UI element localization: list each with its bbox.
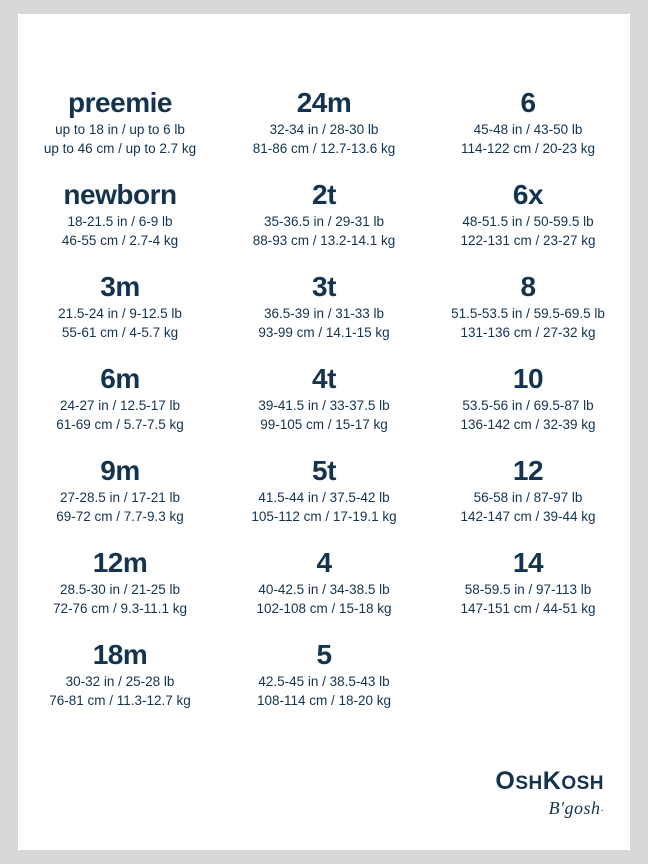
size-entry	[222, 178, 426, 270]
size-entry	[222, 86, 426, 178]
size-metric: 108-114 cm / 18-20 kg	[256, 693, 392, 708]
size-imperial: 58-59.5 in / 97-113 lb	[464, 582, 592, 597]
size-metric: 69-72 cm / 7.7-9.3 kg	[56, 509, 184, 524]
size-imperial: 28.5-30 in / 21-25 lb	[59, 582, 181, 597]
size-metric: 122-131 cm / 23-27 kg	[460, 233, 596, 248]
size-imperial: 41.5-44 in / 37.5-42 lb	[258, 490, 390, 505]
size-entry	[426, 178, 630, 270]
size-metric: 99-105 cm / 15-17 kg	[260, 417, 388, 432]
size-label: 8	[520, 271, 536, 302]
size-entry	[222, 638, 426, 730]
size-label: preemie	[68, 87, 172, 118]
size-label: 6x	[512, 179, 544, 210]
size-imperial: 30-32 in / 25-28 lb	[65, 674, 175, 689]
size-entry	[18, 362, 222, 454]
size-imperial: 45-48 in / 43-50 lb	[473, 122, 583, 137]
size-column-2	[222, 86, 426, 730]
size-column-3	[426, 86, 630, 730]
size-imperial: 35-36.5 in / 29-31 lb	[263, 214, 385, 229]
size-entry	[426, 546, 630, 638]
size-label: 5t	[312, 455, 336, 486]
size-imperial: 56-58 in / 87-97 lb	[473, 490, 583, 505]
size-metric: 142-147 cm / 39-44 kg	[460, 509, 596, 524]
size-chart-grid	[18, 86, 630, 730]
size-metric: 72-76 cm / 9.3-11.1 kg	[52, 601, 188, 616]
size-label: 14	[512, 547, 544, 578]
size-label: 18m	[92, 639, 148, 670]
size-imperial: 53.5-56 in / 69.5-87 lb	[462, 398, 594, 413]
size-imperial: 51.5-53.5 in / 59.5-69.5 lb	[451, 306, 605, 321]
size-entry	[426, 638, 630, 730]
size-imperial: 24-27 in / 12.5-17 lb	[59, 398, 181, 413]
size-metric: 46-55 cm / 2.7-4 kg	[61, 233, 179, 248]
size-label: 12	[512, 455, 544, 486]
size-entry	[18, 86, 222, 178]
brand-tagline	[495, 798, 604, 820]
size-metric: 114-122 cm / 20-23 kg	[460, 141, 596, 156]
size-label: 6m	[100, 363, 140, 394]
size-chart-page	[18, 14, 630, 850]
size-label: newborn	[63, 179, 177, 210]
size-entry	[222, 270, 426, 362]
size-metric: 55-61 cm / 4-5.7 kg	[61, 325, 179, 340]
size-metric: 131-136 cm / 27-32 kg	[460, 325, 596, 340]
brand-tagline-text: B'gosh	[548, 798, 601, 818]
brand-wordmark	[495, 768, 604, 797]
brand-tagline-dot: ·	[600, 803, 604, 817]
size-label: 2t	[312, 179, 336, 210]
size-metric: 102-108 cm / 15-18 kg	[256, 601, 392, 616]
size-imperial: 40-42.5 in / 34-38.5 lb	[258, 582, 390, 597]
size-imperial: up to 18 in / up to 6 lb	[55, 122, 185, 137]
size-label: 9m	[100, 455, 140, 486]
size-metric: 88-93 cm / 13.2-14.1 kg	[252, 233, 396, 248]
size-column-1	[18, 86, 222, 730]
size-metric: 93-99 cm / 14.1-15 kg	[258, 325, 390, 340]
size-label: 6	[520, 87, 536, 118]
size-label: 3t	[312, 271, 336, 302]
size-label: 12m	[92, 547, 148, 578]
size-metric: 147-151 cm / 44-51 kg	[460, 601, 596, 616]
size-entry	[18, 546, 222, 638]
size-label: 10	[512, 363, 544, 394]
size-entry	[222, 362, 426, 454]
brand-osh: OSH	[561, 773, 604, 794]
size-imperial: 18-21.5 in / 6-9 lb	[67, 214, 173, 229]
size-metric: 76-81 cm / 11.3-12.7 kg	[49, 693, 191, 708]
size-entry	[18, 178, 222, 270]
size-imperial: 36.5-39 in / 31-33 lb	[263, 306, 385, 321]
size-entry	[18, 270, 222, 362]
size-entry	[426, 86, 630, 178]
size-label: 24m	[296, 87, 352, 118]
size-label: 5	[316, 639, 332, 670]
size-metric: 61-69 cm / 5.7-7.5 kg	[56, 417, 184, 432]
size-entry	[426, 454, 630, 546]
size-imperial: 48-51.5 in / 50-59.5 lb	[462, 214, 594, 229]
size-entry	[222, 454, 426, 546]
size-imperial: 27-28.5 in / 17-21 lb	[59, 490, 181, 505]
size-metric: 81-86 cm / 12.7-13.6 kg	[252, 141, 396, 156]
size-metric: up to 46 cm / up to 2.7 kg	[43, 141, 197, 156]
size-metric: 136-142 cm / 32-39 kg	[460, 417, 596, 432]
size-label: 4	[316, 547, 332, 578]
size-imperial: 21.5-24 in / 9-12.5 lb	[58, 306, 182, 321]
brand-sh: SH	[515, 773, 543, 794]
size-entry	[18, 638, 222, 730]
size-entry	[222, 546, 426, 638]
size-label: 3m	[100, 271, 140, 302]
size-label: 4t	[312, 363, 336, 394]
size-imperial: 32-34 in / 28-30 lb	[269, 122, 379, 137]
size-entry	[426, 270, 630, 362]
size-entry	[18, 454, 222, 546]
brand-k: K	[542, 767, 562, 795]
brand-logo	[495, 768, 604, 820]
size-imperial: 42.5-45 in / 38.5-43 lb	[258, 674, 390, 689]
size-imperial: 39-41.5 in / 33-37.5 lb	[258, 398, 390, 413]
brand-o: O	[495, 767, 516, 795]
size-entry	[426, 362, 630, 454]
size-metric: 105-112 cm / 17-19.1 kg	[251, 509, 397, 524]
